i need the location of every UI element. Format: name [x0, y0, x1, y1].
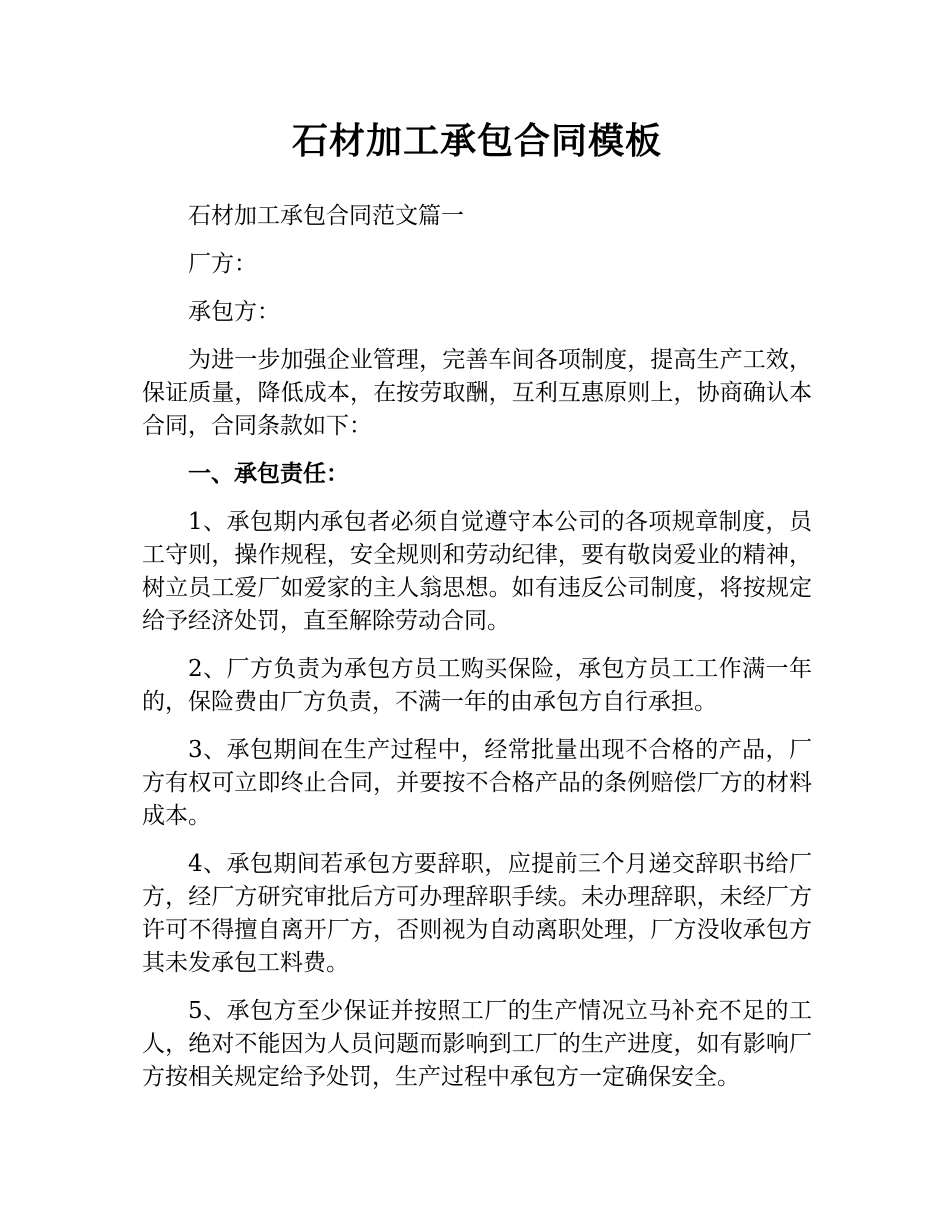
section-heading-responsibility: 一、承包责任： [188, 461, 349, 487]
clause-paragraph: 3、承包期间在生产过程中，经常批量出现不合格的产品，厂方有权可立即终止合同，并要按不合格产品的条例赔偿厂方的材料成本。 [142, 737, 812, 829]
party-contractor-line: 承包方： [188, 299, 280, 325]
document-subtitle: 石材加工承包合同范文篇一 [188, 203, 464, 229]
party-factory-line: 厂方： [188, 251, 257, 277]
clause-paragraph: 1、承包期内承包者必须自觉遵守本公司的各项规章制度，员工守则，操作规程，安全规则和劳动纪律，要有敬岗爱业的精神，树立员工爱厂如爱家的主人翁思想。如有违反公司制度，将按规定给予经济处罚，直至解除劳动合同。 [142, 509, 812, 634]
clause-paragraph: 5、承包方至少保证并按照工厂的生产情况立马补充不足的工人，绝对不能因为人员问题而影响到工厂的生产进度，如有影响厂方按相关规定给予处罚，生产过程中承包方一定确保安全。 [142, 998, 812, 1090]
clause-paragraph: 4、承包期间若承包方要辞职，应提前三个月递交辞职书给厂方，经厂方研究审批后方可办理辞职手续。未办理辞职，未经厂方许可不得擅自离开厂方，否则视为自动离职处理，厂方没收承包方其未发承包工料费。 [142, 851, 812, 976]
document-title: 石材加工承包合同模板 [291, 121, 662, 162]
intro-paragraph: 为进一步加强企业管理，完善车间各项制度，提高生产工效，保证质量，降低成本，在按劳取酬，互利互惠原则上，协商确认本合同，合同条款如下： [142, 347, 812, 439]
clause-paragraph: 2、厂方负责为承包方员工购买保险，承包方员工工作满一年的，保险费由厂方负责，不满一年的由承包方自行承担。 [142, 656, 812, 715]
